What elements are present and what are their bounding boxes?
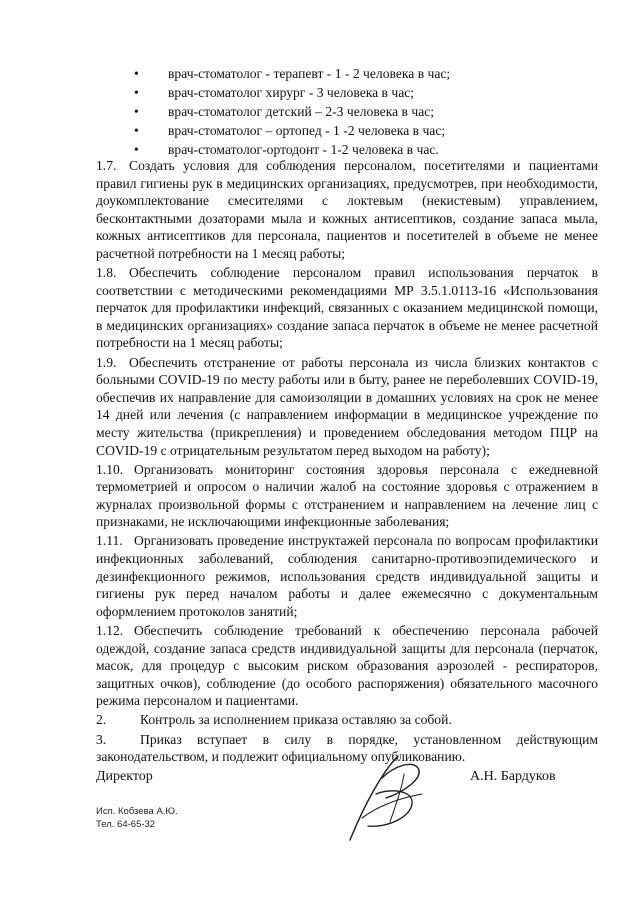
bullet-icon: • (134, 104, 139, 119)
paragraph-text: Создать условия для соблюдения персоналом, посетителями и пациентами правил гигиены рук в медицинских организациях, предусмотрев, при необходимости, доукомплектование смесителями с локтевым (некистевым) управлением, бесконтактными дозаторами мыла и кожных антисептиков, создание запаса мыла, кожных антисептиков для персонала, пациентов и посетителей в объеме не менее расчетной потребности на 1 месяц работы; (96, 158, 598, 261)
paragraph-1-7 (96, 157, 598, 263)
paragraph-text: Организовать проведение инструктажей персонала по вопросам профилактики инфекционных заболеваний, соблюдения санитарно-противоэпидемического и дезинфекционного режимов, использования средств индивидуальной защиты и гигиены рук перед началом работы и далее ежемесячно с документальным оформлением протоколов занятий; (96, 533, 598, 619)
list-item (0, 102, 640, 121)
paragraph-1-11 (96, 532, 598, 620)
bullet-icon: • (134, 123, 139, 138)
signer-role: Директор (96, 769, 153, 784)
list-item-text: врач-стоматолог - терапевт - 1 - 2 человека в час; (168, 66, 451, 81)
paragraph-text: Обеспечить отстранение от работы персонала из числа близких контактов с больными COVID-19 по месту работы или в быту, ранее не переболевших COVID-19, обеспечив их направление для самоизоляции в домашних условиях на срок не менее 14 дней или лечения (с направлением информации в медицинское учреждение по месту жительства (прикрепления) и проведением обследования методом ПЦР на COVID-19 с отрицательным результатом перед выходом на работу); (96, 354, 598, 458)
signer-name: А.Н. Бардуков (470, 769, 556, 784)
paragraph-1-12 (96, 622, 598, 710)
bullet-icon: • (134, 66, 139, 81)
list-item (0, 83, 640, 102)
list-item (0, 64, 640, 83)
paragraph-number: 1.10. (96, 461, 124, 477)
paragraph-text: Обеспечить соблюдение требований к обеспечению персонала рабочей одеждой, создание запаса средств индивидуальной защиты для персонала (перчаток, масок, для процедур с высоким риском образования аэрозолей - респираторов, защитных очков), соблюдение (до особого распоряжения) обязательного масочного режима персоналом и пациентами. (96, 622, 598, 709)
paragraph-number: 1.9. (96, 354, 117, 370)
executor-name: Исп. Кобзева А.Ю. (96, 806, 178, 817)
executor-phone: Тел. 64-65-32 (96, 819, 156, 830)
bullet-icon: • (134, 142, 139, 157)
paragraph-number: 3. (96, 731, 107, 747)
paragraph-text: Обеспечить соблюдение персоналом правил использования перчаток в соответствии с методическими рекомендациями МР 3.5.1.0113-16 «Использования перчаток для профилактики инфекций, связанных с оказанием медицинской помощи, в медицинских организациях» создание запаса перчаток в объеме не менее расчетной потребности на 1 месяц работы; (96, 265, 598, 351)
paragraph-number: 1.12. (96, 622, 124, 638)
paragraph-1-8 (96, 264, 598, 352)
paragraph-2 (96, 711, 598, 729)
paragraph-number: 1.8. (96, 265, 117, 281)
paragraph-text: Приказ вступает в силу в порядке, установленном действующим законодательством, и подлежит официальному опубликованию. (96, 731, 598, 765)
list-item (0, 121, 640, 140)
list-item-text: врач-стоматолог детский – 2-3 человека в час; (168, 104, 435, 119)
executor-info (96, 805, 178, 831)
order-body (96, 157, 598, 767)
paragraph-3 (96, 731, 598, 766)
paragraph-number: 1.11. (96, 533, 123, 549)
paragraph-number: 2. (96, 712, 107, 728)
list-item-text: врач-стоматолог хирург - 3 человека в час; (168, 85, 415, 100)
bullet-list (0, 64, 640, 159)
paragraph-text: Контроль за исполнением приказа оставляю за собой. (140, 712, 452, 728)
paragraph-text: Организовать мониторинг состояния здоровья персонала с ежедневной термометрией и опросом о наличии жалоб на состояние здоровья с отражением в журналах произвольной формы с отстранением и направлением на лечение лиц с признаками, не исключающими инфекционные заболевания; (96, 461, 598, 530)
bullet-icon: • (134, 85, 139, 100)
paragraph-1-9 (96, 354, 598, 460)
paragraph-number: 1.7. (96, 158, 117, 173)
list-item-text: врач-стоматолог-ортодонт - 1-2 человека в час. (168, 142, 439, 157)
paragraph-1-10 (96, 461, 598, 531)
list-item-text: врач-стоматолог – ортопед - 1 -2 человека в час; (168, 123, 446, 138)
